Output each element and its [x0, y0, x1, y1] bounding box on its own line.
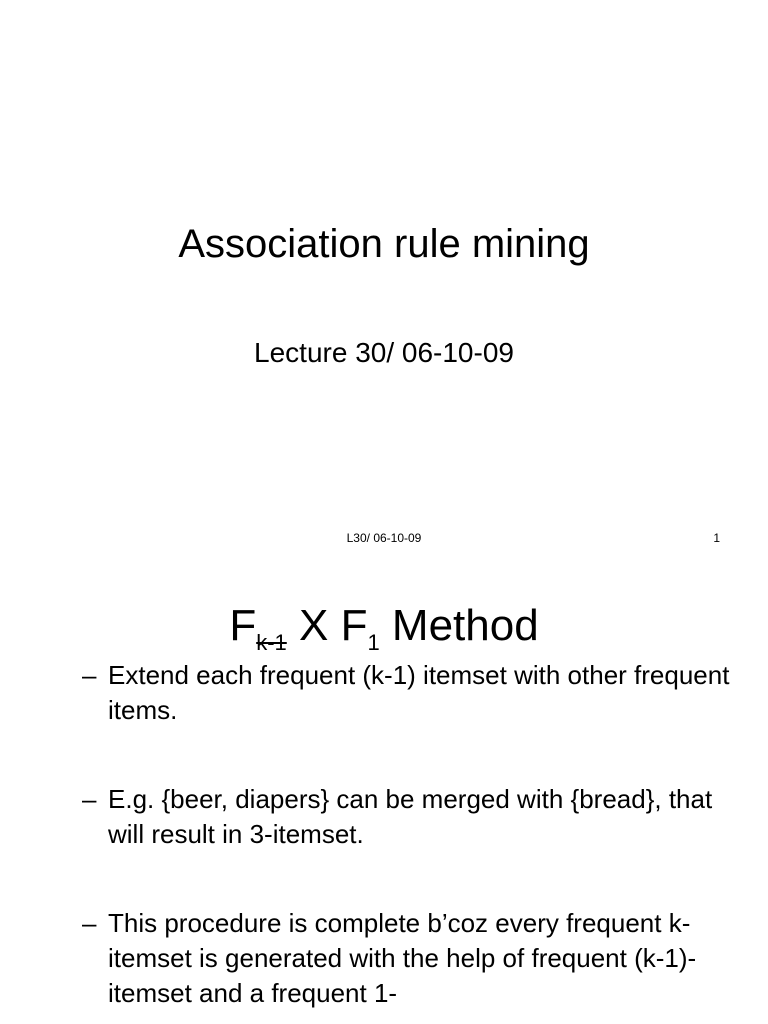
title-f: F — [229, 601, 257, 650]
bullet-item — [82, 906, 732, 1011]
title-subscript-k-1: k-1 — [256, 630, 287, 655]
slide-footer: L30/ 06-10-09 — [346, 531, 422, 545]
slide-2 — [0, 560, 768, 1024]
slide-subtitle: Lecture 30/ 06-10-09 — [254, 337, 514, 368]
dash-icon: – — [82, 660, 97, 690]
bullet-list — [82, 658, 732, 1024]
page-number: 1 — [713, 531, 720, 545]
title-method: Method — [379, 601, 539, 650]
bullet-item — [82, 658, 732, 728]
slide-title: Association rule mining — [178, 222, 590, 266]
title-subscript-1: 1 — [367, 630, 380, 655]
dash-icon: – — [82, 784, 97, 814]
bullet-item — [82, 782, 732, 852]
bullet-text: E.g. {beer, diapers} can be merged with {bread}, that will result in 3-itemset. — [108, 784, 713, 849]
bullet-text: Extend each frequent (k-1) itemset with other frequent items. — [108, 660, 730, 725]
slide-title — [0, 598, 768, 654]
bullet-text: This procedure is complete b’coz every frequent k-itemset is generated with the help of frequent (k-1)-itemset and a frequent 1- — [108, 908, 697, 1008]
dash-icon: – — [82, 908, 97, 938]
title-x-f: X F — [286, 601, 368, 650]
